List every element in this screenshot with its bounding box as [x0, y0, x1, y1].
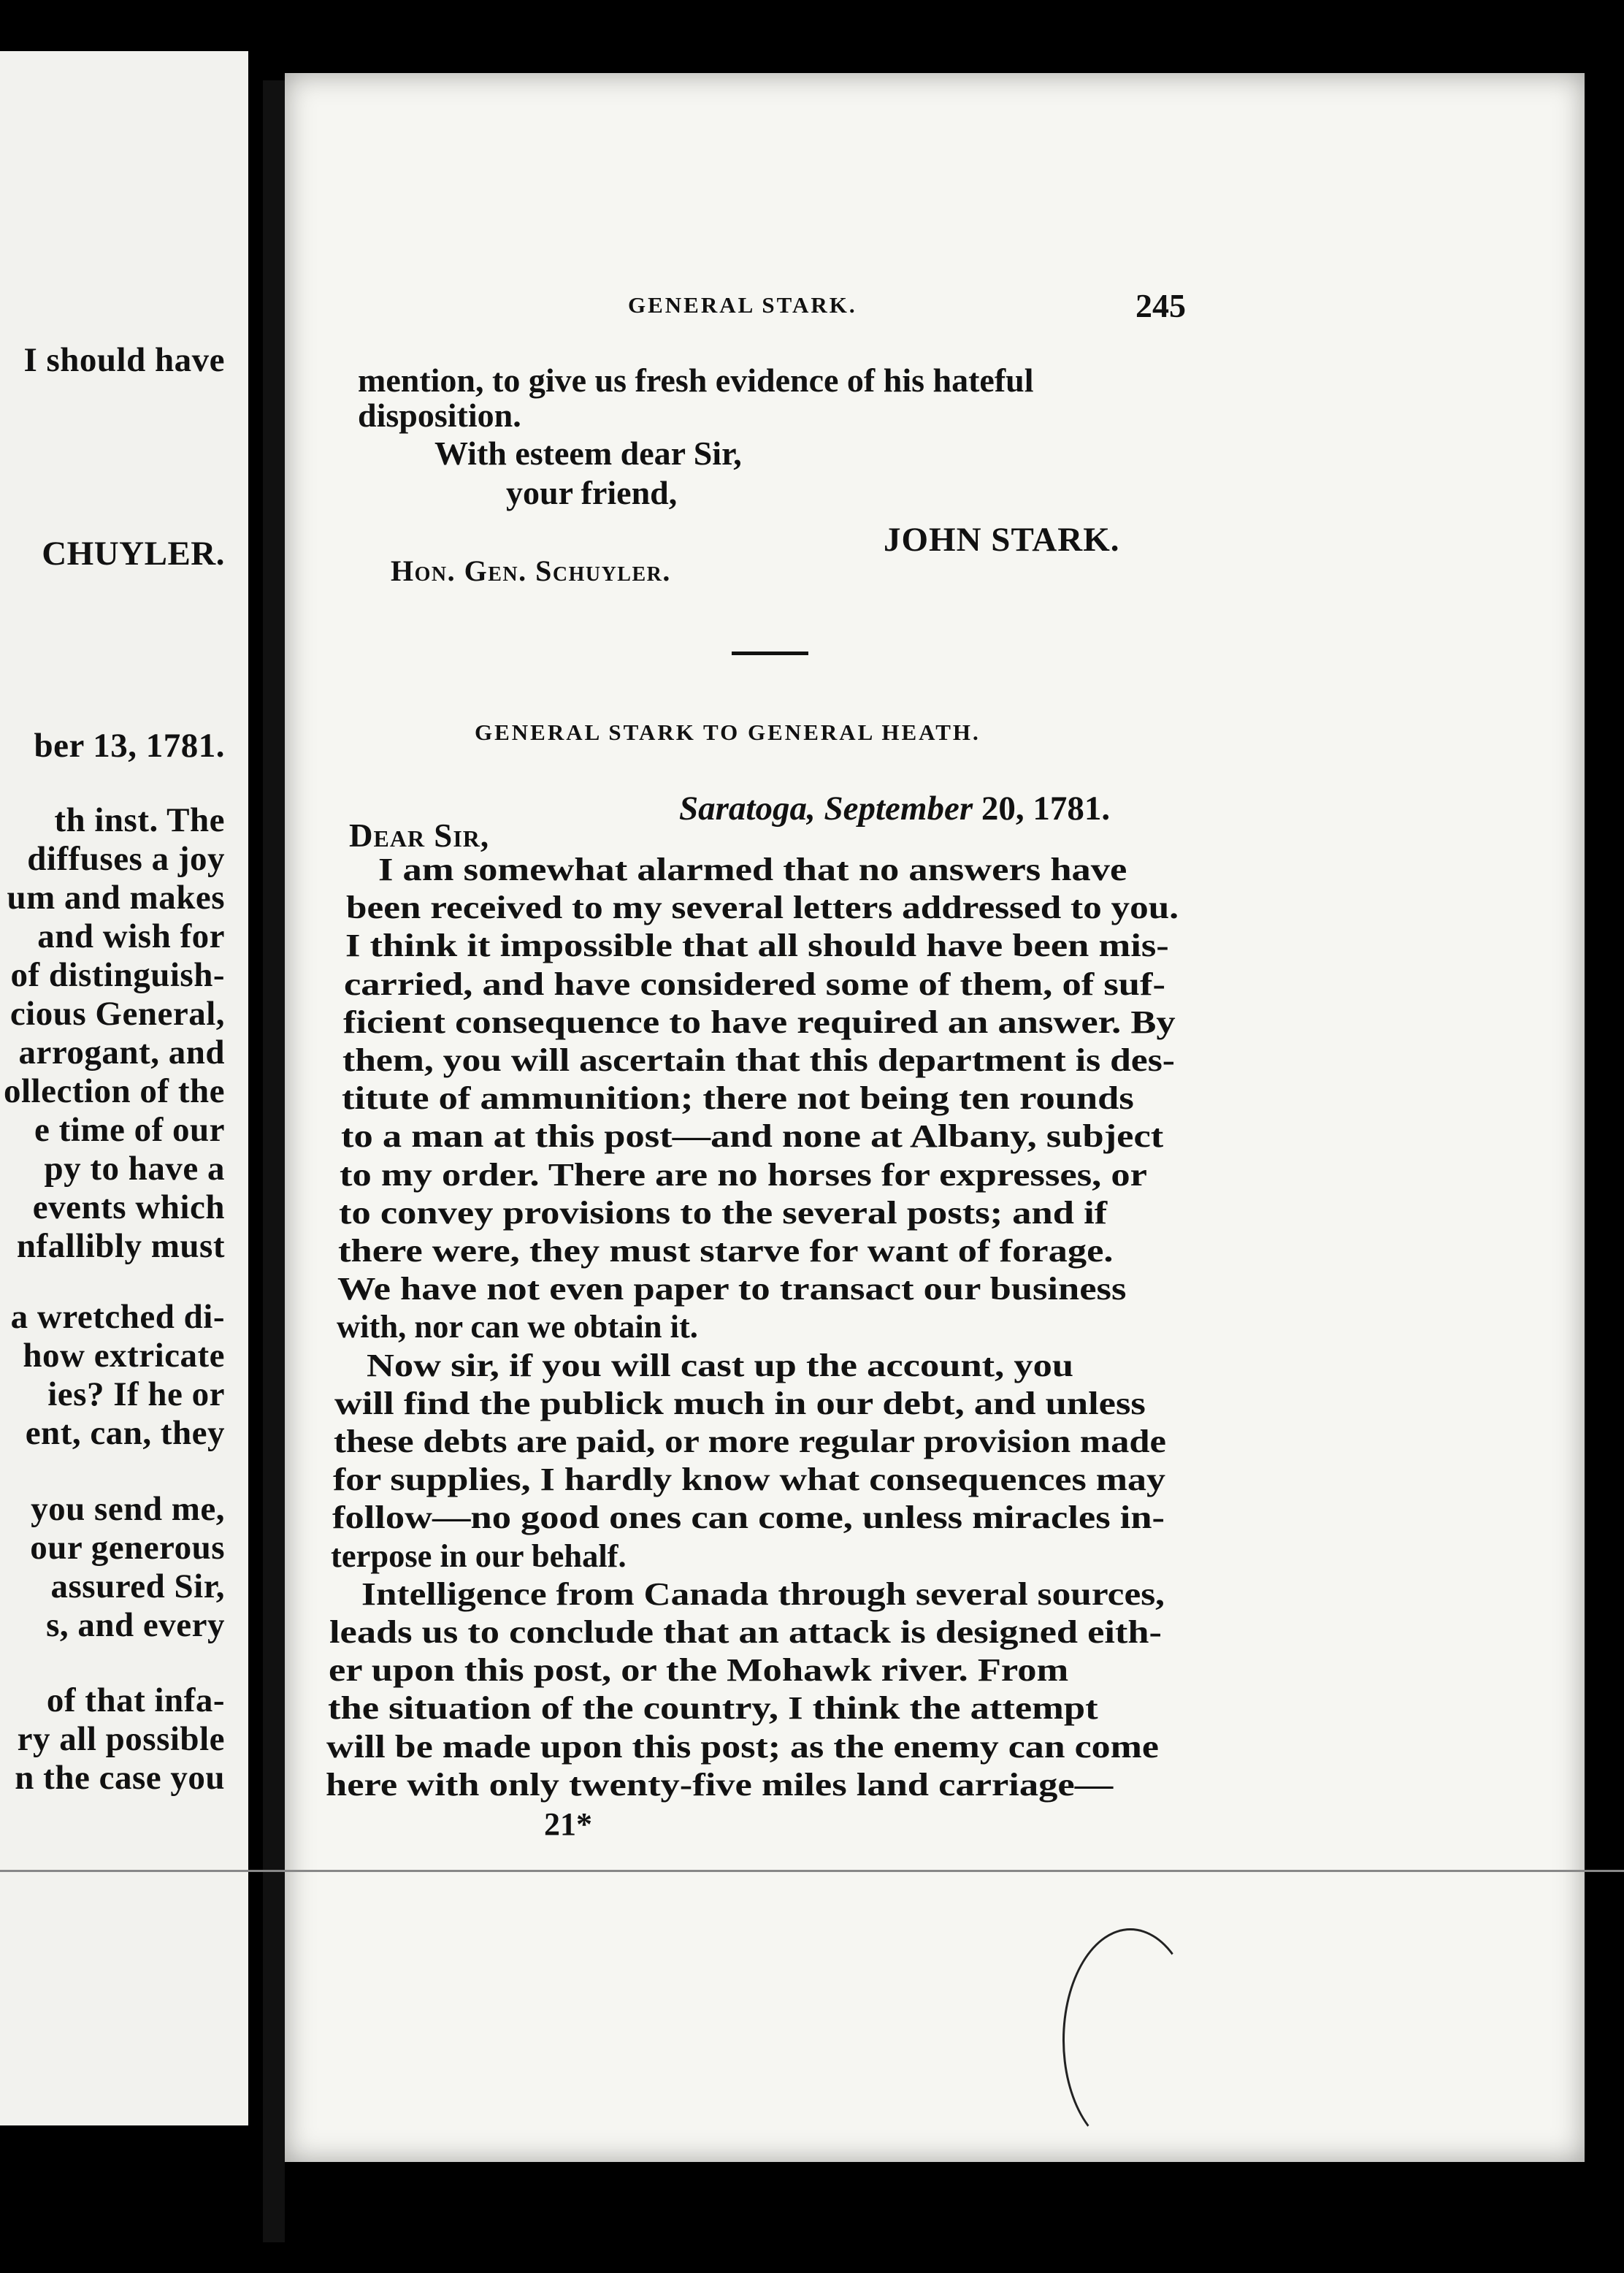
- left-page-line: ent, can, they: [25, 1414, 225, 1452]
- left-page-line: s, and every: [46, 1606, 225, 1644]
- left-page-line: cious General,: [9, 995, 225, 1033]
- letter-body-line: er upon this post, or the Mohawk river. From: [329, 1651, 1069, 1689]
- letter-body-line: Now sir, if you will cast up the account, you: [367, 1346, 1074, 1383]
- letter-body-line: will be made upon this post; as the enemy can come: [326, 1727, 1159, 1765]
- letter-body-line: I think it impossible that all should have been mis-: [345, 927, 1169, 964]
- signature-mark: 21*: [544, 1806, 592, 1842]
- letter-body-line: to a man at this post—and none at Albany, subject: [341, 1118, 1164, 1155]
- book-spine-gutter: [263, 80, 285, 2242]
- letter-body-line: carried, and have considered some of them, of suf-: [344, 965, 1165, 1002]
- letter-body-line: I am somewhat alarmed that no answers have: [378, 851, 1127, 887]
- closing-line: disposition.: [358, 397, 521, 434]
- letter-body-line: here with only twenty-five miles land carriage—: [326, 1765, 1114, 1803]
- closing-line: mention, to give us fresh evidence of his hateful: [358, 362, 1034, 399]
- left-page-line: I should have: [23, 341, 225, 379]
- letter-body-line: for supplies, I hardly know what consequences may: [333, 1461, 1165, 1498]
- left-page-line: arrogant, and: [18, 1034, 225, 1071]
- letter-body-line: the situation of the country, I think the attempt: [328, 1689, 1098, 1727]
- letter-body-line: to convey provisions to the several posts; and if: [339, 1193, 1108, 1231]
- left-page-line: ber 13, 1781.: [34, 727, 225, 765]
- letter-body-line: ficient consequence to have required an answer. By: [343, 1003, 1176, 1040]
- left-page-line: a wretched di-: [10, 1298, 225, 1336]
- page-bottom-edge: [0, 1870, 1624, 1872]
- valediction-friend: your friend,: [506, 474, 678, 511]
- left-page-line: ry all possible: [17, 1720, 225, 1758]
- left-page-line: nfallibly must: [16, 1227, 225, 1265]
- dateline-year: 20, 1781.: [981, 790, 1111, 828]
- letter-body-line: follow—no good ones can come, unless miracles in-: [332, 1499, 1165, 1536]
- left-page-line: um and makes: [7, 879, 225, 917]
- letter-body-line: will find the publick much in our debt, and unless: [334, 1384, 1146, 1421]
- left-page-line: how extricate: [23, 1337, 225, 1375]
- left-page-line: ollection of the: [4, 1072, 225, 1110]
- left-page-line: ies? If he or: [47, 1375, 225, 1413]
- salutation: Dear Sir,: [349, 817, 490, 854]
- left-page-line: and wish for: [37, 917, 225, 955]
- left-page-line: th inst. The: [54, 801, 225, 839]
- letter-body-line: titute of ammunition; there not being ten rounds: [342, 1080, 1134, 1117]
- letter-body-line: these debts are paid, or more regular provision made: [334, 1423, 1166, 1459]
- section-divider-rule: [732, 652, 808, 655]
- letter-title: GENERAL STARK TO GENERAL HEATH.: [475, 719, 981, 745]
- dateline-place: Saratoga,: [679, 790, 816, 828]
- letter-body-line: leads us to conclude that an attack is designed eith-: [329, 1613, 1162, 1650]
- left-page-line: CHUYLER.: [42, 535, 225, 573]
- pencil-mark: [1062, 1928, 1198, 2152]
- left-page-line: diffuses a joy: [27, 840, 225, 878]
- letter-body-line: there were, they must starve for want of forage.: [338, 1232, 1114, 1269]
- left-page-line: our generous: [30, 1529, 225, 1567]
- letter-body-line: to my order. There are no horses for expresses, or: [340, 1155, 1147, 1193]
- letter-body-line: Intelligence from Canada through several sources,: [361, 1575, 1165, 1612]
- signature-john-stark: JOHN STARK.: [884, 521, 1120, 559]
- left-page-line: of that infa-: [46, 1681, 225, 1719]
- letter-body-line: been received to my several letters addressed to you.: [346, 889, 1179, 926]
- left-page-line: assured Sir,: [50, 1567, 225, 1605]
- running-header: GENERAL STARK.: [628, 292, 857, 318]
- addressee: Hon. Gen. Schuyler.: [391, 554, 671, 587]
- dateline-month: September: [824, 790, 973, 828]
- letter-body-line: them, you will ascertain that this department is des-: [342, 1042, 1175, 1078]
- valediction: With esteem dear Sir,: [434, 435, 742, 472]
- dateline: [679, 789, 1110, 828]
- left-page-line: n the case you: [15, 1759, 225, 1797]
- left-page-line: events which: [32, 1188, 225, 1226]
- letter-body-line: with, nor can we obtain it.: [337, 1308, 698, 1345]
- letter-body-line: We have not even paper to transact our business: [337, 1270, 1127, 1307]
- left-page-line: py to have a: [44, 1150, 225, 1188]
- left-page-line: you send me,: [31, 1490, 225, 1528]
- page-number: 245: [1135, 287, 1186, 324]
- left-page-line: of distinguish-: [10, 956, 225, 994]
- left-page-line: e time of our: [34, 1111, 225, 1149]
- letter-body-line: terpose in our behalf.: [331, 1537, 627, 1574]
- left-page-fragment: [0, 51, 248, 2125]
